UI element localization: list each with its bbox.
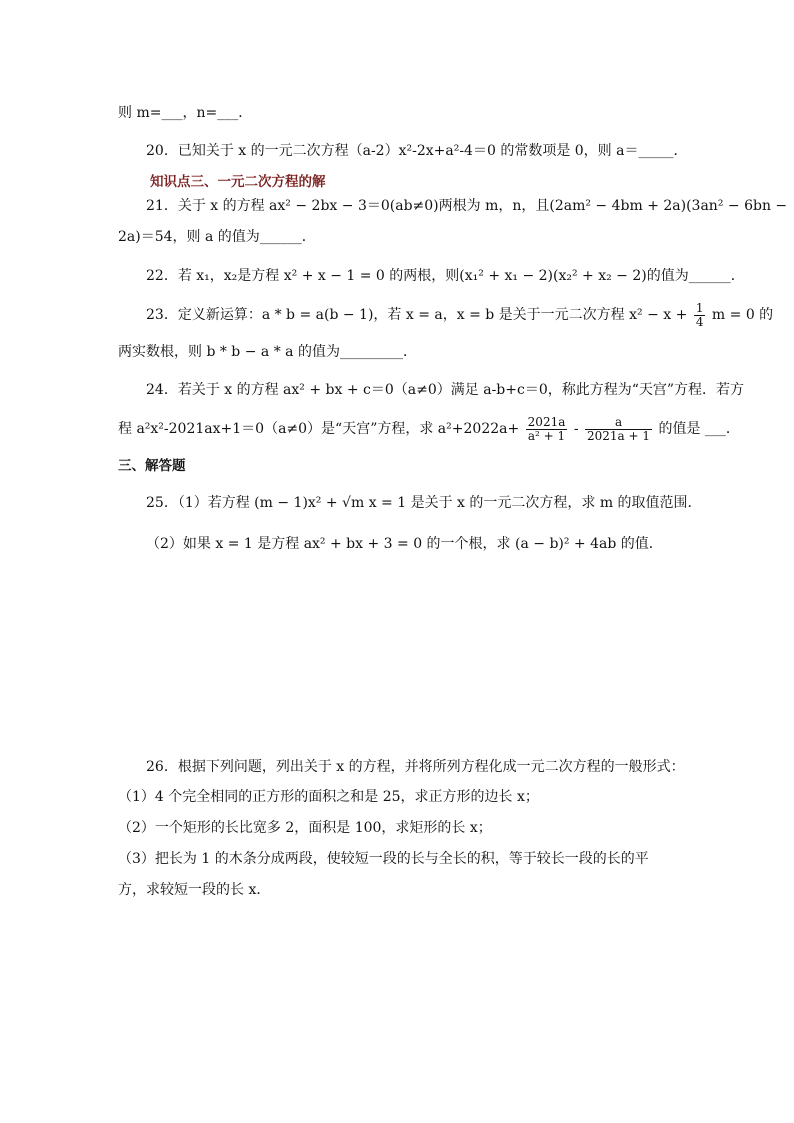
q24-text-post: 的值是 ___． xyxy=(658,421,740,437)
q23-fraction-den: 4 xyxy=(695,314,704,329)
q24-text-pre: 程 a²x²-2021ax+1＝0（a≠0）是“天宫”方程，求 a²+2022a+ xyxy=(118,421,520,437)
question-26: 26．根据下列问题，列出关于 x 的方程，并将所列方程化成一元二次方程的一般形式： xyxy=(146,759,685,775)
question-21-line2: 2a)＝54，则 a 的值为______． xyxy=(118,229,316,245)
question-26-part3-line2: 方，求较短一段的长 x． xyxy=(118,882,271,898)
question-23-line2: 两实数根，则 b * b − a * a 的值为_________． xyxy=(118,344,417,360)
question-26-part2: （2）一个矩形的长比宽多 2，面积是 100，求矩形的长 x； xyxy=(118,820,492,836)
question-26-part1: （1）4 个完全相同的正方形的面积之和是 25，求正方形的边长 x； xyxy=(118,789,539,805)
q23-fraction-num: 1 xyxy=(695,300,704,315)
question-22: 22．若 x₁，x₂是方程 x² + x − 1 = 0 的两根，则(x₁² + x₁ − 2)(x₂² + x₂ − 2)的值为______． xyxy=(146,268,745,284)
section-heading-answers: 三、解答题 xyxy=(118,458,186,474)
question-24-line2 xyxy=(118,412,740,446)
question-24-line1: 24．若关于 x 的方程 ax² + bx + c＝0（a≠0）满足 a-b+c＝0，称此方程为“天宫”方程．若方 xyxy=(146,382,745,398)
q24-fraction-1-num: 2021a xyxy=(527,414,566,429)
question-20: 20．已知关于 x 的一元二次方程（a-2）x²-2x+a²-4＝0 的常数项是 0，则 a＝_____． xyxy=(146,143,688,159)
question-25-part1: 25．（1）若方程 (m − 1)x² + √m x = 1 是关于 x 的一元二次方程，求 m 的取值范围． xyxy=(146,495,702,511)
q24-fraction-2-num: a xyxy=(585,416,652,430)
q23-text-pre: 23．定义新运算：a * b = a(b − 1)，若 x = a，x = b 是关于一元二次方程 x² − x + xyxy=(146,307,688,323)
q24-minus: - xyxy=(573,421,579,437)
question-21-line1: 21．关于 x 的方程 ax² − 2bx − 3＝0(ab≠0)两根为 m，n，且(2am² − 4bm + 2a)(3an² − 6bn − xyxy=(146,198,788,214)
q24-fraction-1-den: a² + 1 xyxy=(527,428,566,443)
section-heading-3: 知识点三、一元二次方程的解 xyxy=(150,174,326,190)
q24-fraction-2 xyxy=(585,416,652,443)
question-23-line1 xyxy=(146,300,773,330)
q24-fraction-1 xyxy=(526,416,568,443)
question-26-part3-line1: （3）把长为 1 的木条分成两段，使较短一段的长与全长的积，等于较长一段的长的平 xyxy=(118,851,649,867)
q23-text-post: m = 0 的 xyxy=(711,307,774,323)
q24-fraction-2-den: 2021a + 1 xyxy=(587,428,651,443)
question-25-part2: （2）如果 x = 1 是方程 ax² + bx + 3 = 0 的一个根，求 (a − b)² + 4ab 的值． xyxy=(146,536,663,552)
q23-fraction xyxy=(694,302,706,329)
q19-tail: 则 m=___，n=___． xyxy=(118,105,253,121)
